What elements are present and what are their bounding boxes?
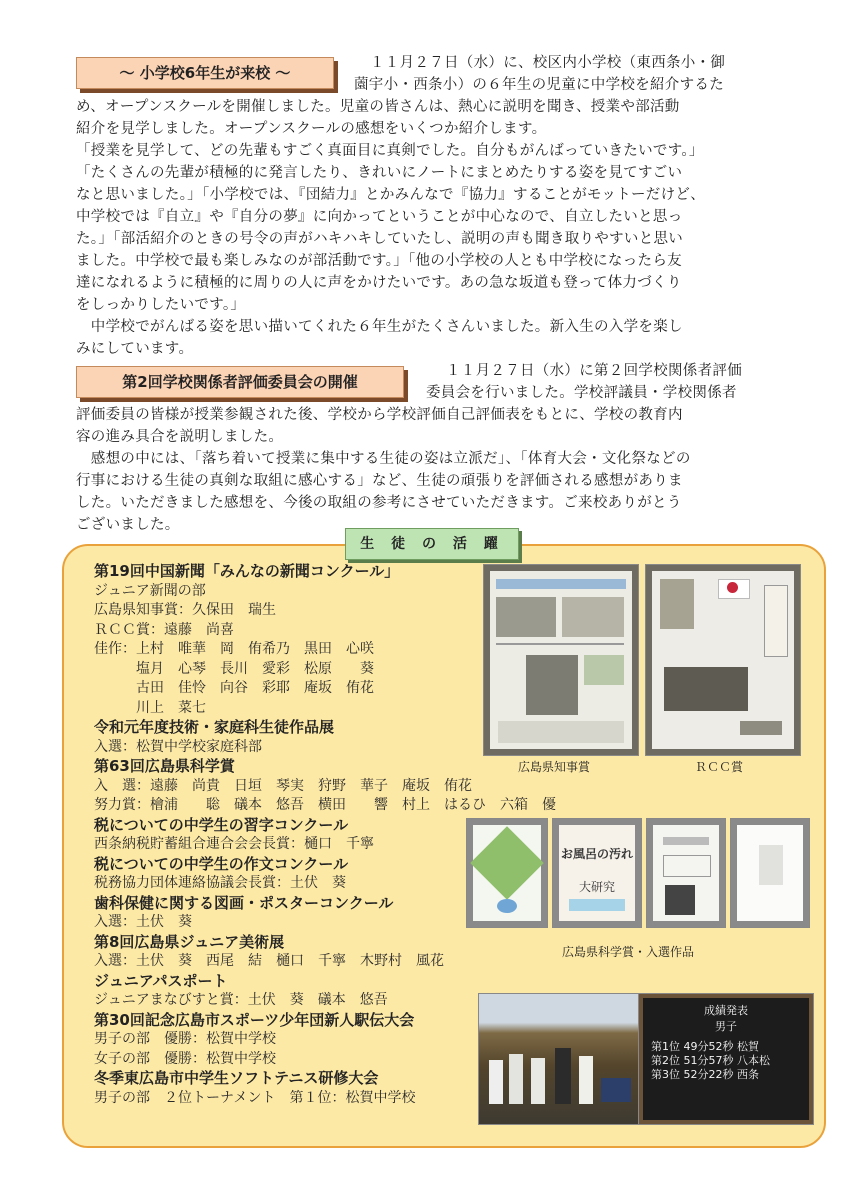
science-work-photo-2 — [552, 818, 642, 928]
section1-text: １１月２７日（水）に、校区内小学校（東西条小・御 薗宇小・西条小）の６年生の児童に中学校を紹介するた め、オープンスクールを開催しました。児童の皆さんは、熱心に説明を聞き、授業や部活動 紹介を見学しました。オープンスクールの感想をいくつか紹介します。 「授業を見学して、どの先輩もすごく真面目に真剣でした。自分もがんばっていきたいです。」 「たくさんの先輩が積極的に発言したり、きれいにノートにまとめたりする姿を見てすごい なと思いました。」「小学校では、『団結力』とかみんなで『協力』することがモットーだけど、 中学校では『自立』や『自分の夢』に向かってということが中心なので、自立したいと思っ た。」「部活紹介のときの号令の声がハキハキしていたし、説明の声も聞き取りやすいと思い ました。中学校で最も楽しみなのが部活動です。」「他の小学校の人とも中学校になったら友 達になれるように積極的に周りの人に声をかけたいです。あの急な坂道も登って体力づくり をしっかりしたいです。」 中学校でがんばる姿を思い描いてくれた６年生がたくさんいました。新入生の入学を楽し みにしています。 — [76, 55, 726, 357]
section1-badge: ～ 小学校6年生が来校 ～ — [76, 57, 334, 89]
item-heading: 税についての中学生の習字コンクール — [94, 815, 349, 834]
item-heading: 第8回広島県ジュニア美術展 — [94, 932, 285, 951]
item-heading: ジュニアパスポート — [94, 971, 228, 990]
science-work-photo-1 — [466, 818, 548, 928]
board-row: 第2位 51分57秒 八本松 — [651, 1054, 770, 1067]
item-heading: 第19回中国新聞「みんなの新聞コンクール」 — [94, 562, 400, 580]
newspaper-photo-rcc — [645, 564, 801, 756]
results-board-photo — [638, 993, 814, 1125]
poster-subtitle: 大研究 — [578, 880, 615, 894]
item-heading: 第30回記念広島市スポーツ少年団新人駅伝大会 — [94, 1010, 415, 1029]
item-heading: 令和元年度技術・家庭科生徒作品展 — [94, 718, 335, 736]
item-heading: 税についての中学生の作文コンクール — [94, 854, 349, 873]
caption-governor: 広島県知事賞 — [518, 760, 591, 774]
science-work-photo-3 — [646, 818, 726, 928]
activities-list: 第19回中国新聞「みんなの新聞コンクール」 ジュニア新聞の部 広島県知事賞：久保田 瑞生 ＲＣＣ賞：遠藤 尚喜 佳作：上村 唯華 岡 侑希乃 黒田 心咲 塩月 心琴 長川 愛彩 松原 葵 古田 佳怜 向谷 彩耶 庵坂 侑花 川上 菜七 令和元年度技術・家庭科生徒作品展 入選：松賀中学校家庭科部 第63回広島県科学賞 入 選：遠藤 尚貴 日垣 琴実 狩野 華子 庵坂 侑花 努力賞：檜浦 聡 礒本 悠吾 横田 響 村上 はるひ 六箱 優 税についての中学生の習字コンクール 西条納税貯蓄組合連合会会長賞：樋口 千寧 税についての中学生の作文コンクール 税務協力団体連絡協議会長賞：土伏 葵 歯科保健に関する図画・ポスターコンクール 入選：土伏 葵 第8回広島県ジュニア美術展 入選：土伏 葵 西尾 結 樋口 千寧 木野村 風花 ジュニアパスポート ジュニアまなびすと賞：土伏 葵 礒本 悠吾 第30回記念広島市スポーツ少年団新人駅伝大会 男子の部 優勝：松賀中学校 女子の部 優勝：松賀中学校 冬季東広島市中学生ソフトテニス研修大会 男子の部 ２位トーナメント 第１位：松賀中学校 — [94, 562, 556, 1106]
poster-title: お風呂の汚れ — [560, 847, 633, 861]
section2-badge: 第2回学校関係者評価委員会の開催 — [76, 366, 404, 398]
item-heading: 第63回広島県科学賞 — [94, 757, 235, 775]
item-heading: 歯科保健に関する図画・ポスターコンクール — [94, 893, 394, 912]
caption-science: 広島県科学賞・入選作品 — [562, 945, 695, 959]
board-row: 第1位 49分52秒 松賀 — [651, 1040, 759, 1053]
item-heading: 冬季東広島市中学生ソフトテニス研修大会 — [94, 1069, 379, 1087]
board-row: 第3位 52分22秒 西条 — [651, 1068, 759, 1081]
ekiden-ceremony-photo — [478, 993, 640, 1125]
activities-title: 生 徒 の 活 躍 — [345, 528, 519, 560]
newspaper-photo-governor — [483, 564, 639, 756]
section2-text: １１月２７日（水）に第２回学校関係者評価 委員会を行いました。学校評議員・学校関係者 評価委員の皆様が授業参観された後、学校から学校評価自己評価表をもとに、学校の教育内 容の進み具合を説明しました。 感想の中には、「落ち着いて授業に集中する生徒の姿は立派だ」、「体育大会・文化祭などの 行事における生徒の真剣な取組に感心する」など、生徒の頑張りを評価される感想がありま した。いただきました感想を、今後の取組の参考にさせていただきます。ご来校ありがとう ございました。 — [76, 363, 742, 533]
science-work-photo-4 — [730, 818, 810, 928]
board-subtitle: 男子 — [715, 1020, 737, 1033]
board-title: 成績発表 — [704, 1004, 748, 1017]
caption-rcc: ＲＣＣ賞 — [695, 760, 744, 774]
